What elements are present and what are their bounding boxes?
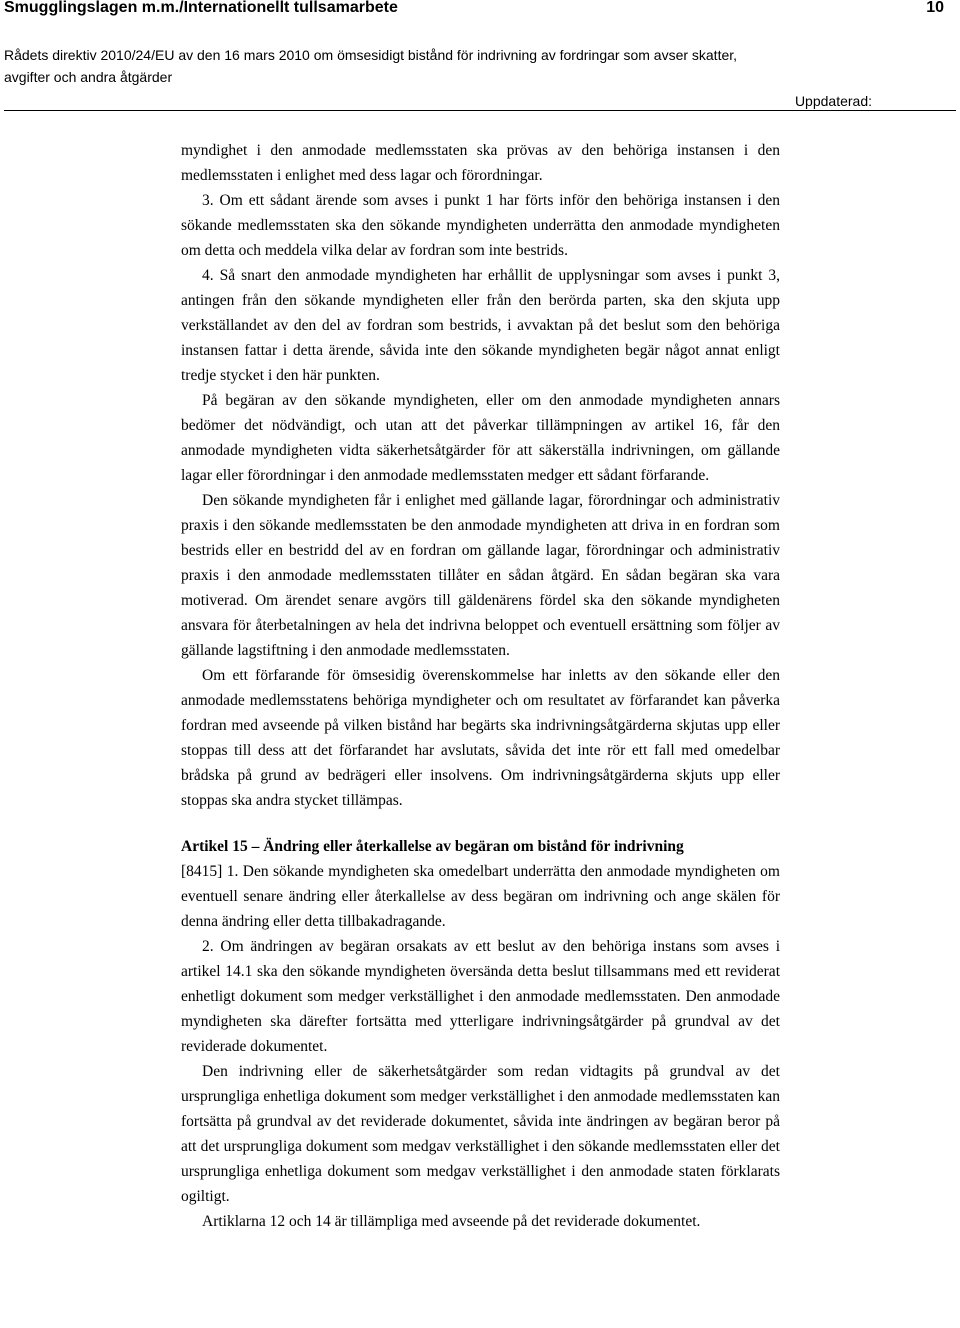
paragraph: Om ett förfarande för ömsesidig överenskommelse har inletts av den sökande eller den anmodade medlemsstatens behöriga myndigheter och om resultatet av förfarandet kan påverka fordran med avseende på vilken bistånd har begärts ska indrivningsåtgärderna skjutas upp eller stoppas till dess att det förfarandet har avslutats, såvida det inte rör ett fall med omedelbar brådska på grund av bedrägeri eller insolvens. Om indrivningsåtgärderna skjuts upp eller stoppas ska andra stycket tillämpas. xyxy=(181,667,780,809)
article-15-paragraph-4: Artiklarna 12 och 14 är tillämpliga med avseende på det reviderade dokumentet. xyxy=(202,1213,701,1230)
article-15-heading: Artikel 15 – Ändring eller återkallelse av begäran om bistånd för indrivning xyxy=(181,838,684,855)
paragraph-continuation: myndighet i den anmodade medlemsstaten ska prövas av den behöriga instansen i den medlemsstaten i enlighet med dess lagar och förordningar. xyxy=(181,142,780,184)
subtitle-line-1: Rådets direktiv 2010/24/EU av den 16 mars 2010 om ömsesidigt bistånd för indrivning av fordringar som avser skatter, xyxy=(4,47,738,63)
header-divider xyxy=(4,110,956,111)
article-15-paragraph-3: Den indrivning eller de säkerhetsåtgärder som redan vidtagits på grundval av det ursprungliga enhetliga dokument som medger verkställighet i den anmodade medlemsstaten kan fortsätta på grundval av det reviderade dokumentet, såvida inte ändringen av begäran beror på att det ursprungliga dokument som medgav verkställighet i den sökande medlemsstaten eller det ursprungliga enhetliga dokument som medgav verkställighet i den anmodade staten förklarats ogiltigt. xyxy=(181,1063,780,1205)
page-number: 10 xyxy=(926,0,944,16)
paragraph: Den sökande myndigheten får i enlighet med gällande lagar, förordningar och administrativ praxis i den sökande medlemsstaten be den anmodade myndigheten att driva in en fordran som bestrids eller en bestridd del av en fordran om gällande lagar, förordningar och administrativ praxis i den anmodade medlemsstaten tillåter en sådan åtgärd. En sådan begäran ska vara motiverad. Om ärendet senare avgörs till gäldenärens fördel ska den sökande myndigheten ansvara för återbetalningen av hela det indrivna beloppet och eventuell ersättning som följer av gällande lagstiftning i den anmodade medlemsstaten. xyxy=(181,492,780,659)
paragraph-point-4: 4. Så snart den anmodade myndigheten har erhållit de upplysningar som avses i punkt 3, antingen från den sökande myndigheten eller från den berörda parten, ska den skjuta upp verkställandet av den del av fordran som bestrids, i avvaktan på det beslut som den behöriga instansen fattar i detta ärende, såvida inte den sökande myndigheten begär något annat enligt tredje stycket i den här punkten. xyxy=(181,267,780,384)
updated-label: Uppdaterad: xyxy=(794,93,872,109)
running-header-title: Smugglingslagen m.m./Internationellt tullsamarbete xyxy=(4,0,398,16)
paragraph-point-3: 3. Om ett sådant ärende som avses i punkt 1 har förts inför den behöriga instansen i den sökande medlemsstaten ska den sökande myndigheten underrätta den anmodade myndigheten om detta och meddela vilka delar av fordran som inte bestrids. xyxy=(181,192,780,259)
subtitle-line-2: avgifter och andra åtgärder xyxy=(4,69,173,85)
document-body xyxy=(181,138,780,1234)
paragraph: På begäran av den sökande myndigheten, eller om den anmodade myndigheten annars bedömer det nödvändigt, och utan att det påverkar tillämpningen av artikel 16, får den anmodade myndigheten vidta säkerhetsåtgärder för att säkerställa indrivningen, om gällande lagar eller förordningar i den anmodade medlemsstaten medger ett sådant förfarande. xyxy=(181,392,780,484)
article-15-paragraph-2: 2. Om ändringen av begäran orsakats av ett beslut av den behöriga instans som avses i artikel 14.1 ska den sökande myndigheten översända detta beslut tillsammans med ett reviderat enhetligt dokument som medger verkställighet i den anmodade medlemsstaten. Den anmodade myndigheten ska därefter fortsätta med ytterligare indrivningsåtgärder på grundval av det reviderade dokumentet. xyxy=(181,938,780,1055)
article-15-paragraph-1: [8415] 1. Den sökande myndigheten ska omedelbart underrätta den anmodade myndigheten om eventuell senare ändring eller återkallelse av dess begäran om indrivning och ange skälen för denna ändring eller detta tillbakadragande. xyxy=(181,863,780,930)
document-subtitle xyxy=(4,44,864,88)
